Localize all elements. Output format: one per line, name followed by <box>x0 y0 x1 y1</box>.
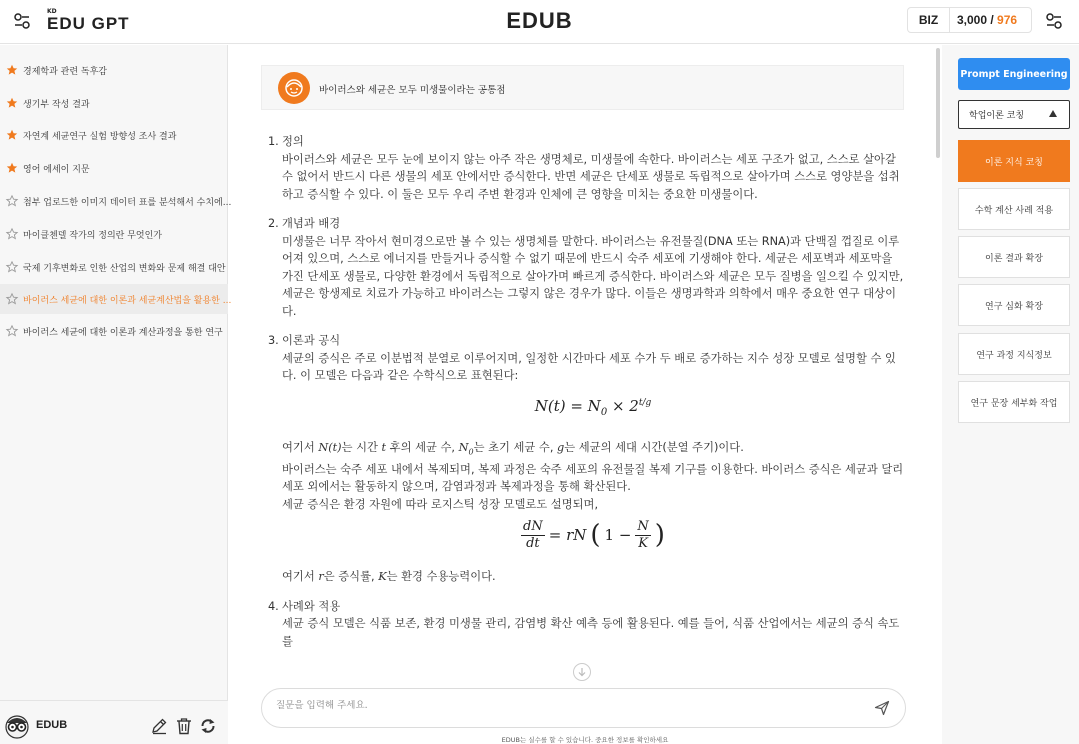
history-item-label: 바이러스 세균에 대한 이론과 계산과정을 통한 연구 <box>23 327 223 338</box>
star-outline-icon[interactable] <box>6 293 18 305</box>
username: EDUB <box>36 719 68 731</box>
tier-label: BIZ <box>908 8 950 32</box>
prompt-engineering-button[interactable]: Prompt Engineering <box>958 58 1070 90</box>
section-paragraph: 세균의 증식은 주로 이분법적 분열로 이루어지며, 일정한 시간마다 세포 수가 두 배로 증가하는 지수 성장 모델로 설명할 수 있다. 이 모델은 다음과 같은 수학식으로 표현된다: <box>282 351 896 382</box>
star-filled-icon[interactable] <box>6 162 18 174</box>
chat-scrollbar[interactable] <box>936 45 941 744</box>
history-item[interactable] <box>0 219 228 249</box>
section-heading: 이론과 공식 <box>282 334 341 347</box>
caret-up-icon <box>1049 110 1057 117</box>
section-paragraph: 바이러스는 숙주 세포 내에서 복제되며, 복제 과정은 숙주 세포의 유전물질 복제 기구를 이용한다. 바이러스 증식은 세균과 달리 세포 외에서는 활동하지 않으며, 감염과정과 복제과정을 통해 확산된다. <box>282 462 904 494</box>
coaching-option[interactable]: 연구 과정 지식정보 <box>958 333 1070 375</box>
section-heading: 개념과 배경 <box>282 217 341 230</box>
brand-small: KD <box>47 8 57 15</box>
history-item-label: 경제학과 관련 독후감 <box>23 66 107 77</box>
history-item[interactable] <box>0 55 228 85</box>
avatar[interactable] <box>3 711 31 739</box>
section-number: 4. <box>268 599 279 613</box>
section-number: 1. <box>268 135 279 148</box>
history-item-label: 생기부 작성 결과 <box>23 99 90 110</box>
scrollbar-thumb[interactable] <box>936 48 940 158</box>
history-item[interactable] <box>0 120 228 150</box>
select-value: 학업이론 코칭 <box>969 111 1025 121</box>
coaching-mode-select[interactable] <box>958 100 1070 129</box>
trash-icon[interactable] <box>174 716 194 736</box>
section-paragraph: 세균 증식은 환경 자원에 따라 로지스틱 성장 모델로도 설명되며, <box>282 497 599 511</box>
section-paragraph: 세균 증식 모델은 식품 보존, 환경 미생물 관리, 감염병 확산 예측 등에 활용된다. 예를 들어, 식품 산업에서는 세균의 증식 속도를 <box>282 617 900 648</box>
history-item-label: 마이클첸델 작가의 정의란 무엇인가 <box>23 230 162 241</box>
section-paragraph: 바이러스와 세균은 모두 눈에 보이지 않는 아주 작은 생명체로, 미생물에 속한다. 바이러스는 세포 구조가 없고, 스스로 살아갈 수 없어서 반드시 다른 생물의 세포 안에서만 증식한다. 반면 세균은 단세포 생물로 독립적으로 살아가며 스스로 영양분을 섭취하고 증식할 수 있다. 이 둘은 모두 우리 주변 환경과 인체에 큰 영향을 미치는 중요한 미생물이다. <box>282 152 900 201</box>
answer-section-definition <box>259 133 904 203</box>
coaching-option[interactable]: 이론 결과 확장 <box>958 236 1070 278</box>
star-outline-icon[interactable] <box>6 261 18 273</box>
answer-section-theory <box>259 332 904 586</box>
chat-input[interactable] <box>276 700 856 711</box>
section-paragraph: 미생물은 너무 작아서 현미경으로만 볼 수 있는 생명체를 말한다. 바이러스는 유전물질(DNA 또는 RNA)과 단백질 껍질로 이루어져 있으며, 스스로 에너지를 만들거나 증식할 수 없기 때문에 반드시 숙주 세포에 기생해야 한다. 세균은 세포벽과 세포막을 가진 단세포 생물로, 다양한 환경에서 독립적으로 살아가며 빠르게 증식한다. 바이러스와 세균은 모두 질병을 일으킬 수 있지만, 세균은 항생제로 치료가 가능하고 바이러스는 그렇지 않은 경우가 많다. 이들은 생명과학과 의학에서 매우 중요한 연구 대상이다. <box>282 234 904 318</box>
tools-panel <box>942 45 1079 744</box>
star-outline-icon[interactable] <box>6 195 18 207</box>
sidebar-footer <box>0 700 228 744</box>
answer-section-background <box>259 215 904 320</box>
logistic-growth-formula: $\frac{dN}{dt}$ = rN ( 1 − $\frac{N}{K}$ ) <box>523 519 665 552</box>
star-filled-icon[interactable] <box>6 129 18 141</box>
user-face-icon <box>278 72 310 104</box>
question-text: 바이러스와 세균은 모두 미생물이라는 공통점 <box>319 85 506 96</box>
history-item[interactable] <box>0 153 228 183</box>
star-outline-icon[interactable] <box>6 325 18 337</box>
history-item[interactable] <box>0 316 228 346</box>
disclaimer-text: EDUB는 실수를 할 수 있습니다. 중요한 정보를 확인하세요 <box>501 736 669 744</box>
formula-explanation: 여기서 r은 증식률, K는 환경 수용능력이다. <box>282 570 496 584</box>
section-number: 3. <box>268 334 279 347</box>
credit-badge <box>907 7 1032 33</box>
history-item-label: 영어 에세이 지문 <box>23 164 90 175</box>
history-item-label: 바이러스 세균에 대한 이론과 세균계산법을 활용한 ... <box>23 295 232 306</box>
top-bar <box>0 0 1079 44</box>
star-filled-icon[interactable] <box>6 64 18 76</box>
scroll-down-icon[interactable] <box>573 663 591 681</box>
brand-name: EDU GPT <box>47 14 130 33</box>
formula-explanation: 여기서 N(t)는 시간 t 후의 세균 수, $N_0$는 초기 세균 수, g는 세균의 세대 시간(분열 주기)이다. <box>282 441 744 457</box>
edit-pencil-icon[interactable] <box>149 716 169 736</box>
star-outline-icon[interactable] <box>6 228 18 240</box>
panel-settings-icon[interactable] <box>1042 9 1066 33</box>
history-item-active[interactable] <box>0 284 232 314</box>
section-heading: 정의 <box>282 135 304 148</box>
coaching-option-active[interactable]: 이론 지식 코칭 <box>958 140 1070 182</box>
coaching-option[interactable]: 연구 심화 확장 <box>958 284 1070 326</box>
question-card <box>261 65 904 110</box>
history-item[interactable] <box>0 252 228 282</box>
history-sidebar <box>0 45 232 744</box>
history-item[interactable] <box>0 186 232 216</box>
answer-content <box>259 133 904 703</box>
coaching-option[interactable]: 수학 계산 사례 적용 <box>958 188 1070 230</box>
credit-used: 3,000 / <box>957 13 994 27</box>
history-item[interactable] <box>0 88 228 118</box>
exponential-growth-formula: $N(t) = N_0 \times 2^{t/g}$ <box>534 396 652 418</box>
chat-input-box <box>261 688 906 728</box>
answer-section-cases <box>259 598 904 651</box>
history-item-label: 자연계 세균연구 실험 방향성 조사 결과 <box>23 131 177 142</box>
section-number: 2. <box>268 217 279 230</box>
history-item-label: 국제 기후변화로 인한 산업의 변화와 문제 해결 대안 <box>23 263 226 274</box>
refresh-icon[interactable] <box>198 716 218 736</box>
send-icon[interactable] <box>874 700 892 718</box>
section-heading: 사례와 적용 <box>282 599 341 613</box>
history-item-label: 첨부 업로드한 이미지 데이터 표를 분석해서 수치에... <box>23 197 232 208</box>
chat-main <box>229 45 941 744</box>
credit-max: 976 <box>997 13 1018 27</box>
coaching-option[interactable]: 연구 문장 세부화 작업 <box>958 381 1070 423</box>
star-filled-icon[interactable] <box>6 97 18 109</box>
page-title: EDUB <box>506 8 573 33</box>
